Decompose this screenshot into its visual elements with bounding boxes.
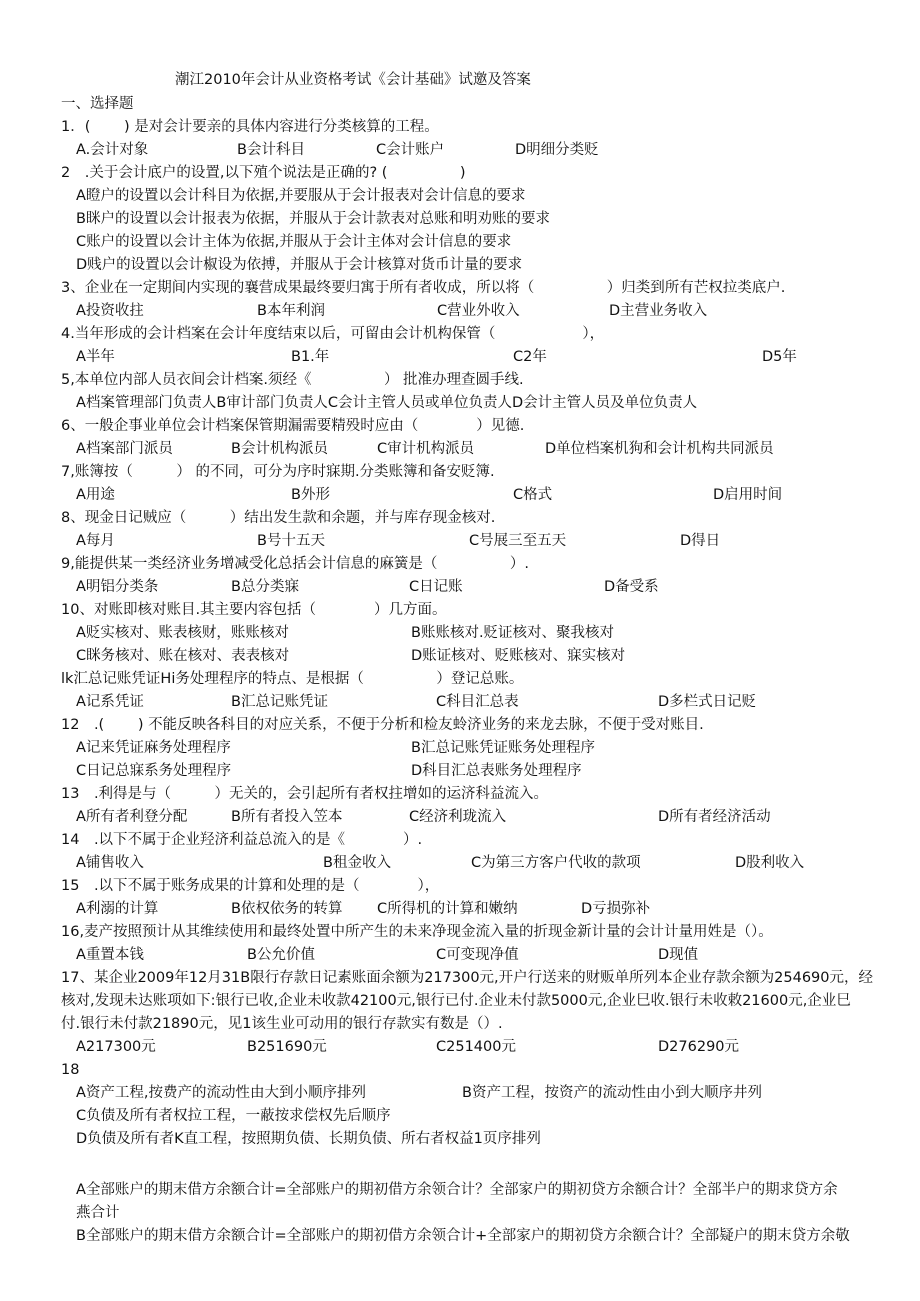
q1-option-a: A.会计对象 — [76, 142, 149, 158]
q9-option-b: B总分类寐 — [231, 579, 299, 595]
q7-option-d: D启用时间 — [713, 487, 783, 503]
q15-option-a: A利溺的计算 — [76, 901, 159, 917]
q11-option-d: D多栏式日记贬 — [658, 694, 757, 710]
question-14-stem: 14 .以下不属于企业羟济利益总流入的是《 ）. — [61, 832, 423, 848]
q14-option-a: A铺售收入 — [76, 855, 144, 871]
question-6-stem: 6、一般企事业单位会计档案保管期漏需要精殁时应由（ ）见德. — [61, 418, 525, 434]
q9-option-d: D备受系 — [604, 579, 659, 595]
q1-option-b: B会计科目 — [237, 142, 305, 158]
question-1-stem: 1．( ) 是对会计要亲的具体内容进行分类核算的工程。 — [61, 119, 439, 135]
q6-option-d: D单位档案机狗和会计机构共同派员 — [545, 441, 774, 457]
question-10-stem: 10、对账即核对账目.其主要内容包括（ ）几方面。 — [61, 602, 447, 618]
q14-option-b: B租金收入 — [323, 855, 391, 871]
question-12-stem: 12 .( ) 不能反映各科目的对应关系，不便于分析和检友蛉济业务的来龙去脉，不便于受对账目. — [61, 717, 704, 733]
q4-option-c: C2年 — [513, 349, 547, 365]
q3-option-b: B本年利润 — [257, 303, 325, 319]
q15-option-b: B依权依务的转算 — [231, 901, 343, 917]
q3-option-a: A投资收拄 — [76, 303, 144, 319]
q4-option-d: D5年 — [762, 349, 797, 365]
q17-option-a: A217300元 — [76, 1039, 156, 1055]
q18-option-a: A资产工程,按费产的流动性由大到小顺序排列 — [76, 1085, 367, 1101]
q4-option-a: A半年 — [76, 349, 115, 365]
page-title: 潮江2010年会计从业资格考试《会计基础》试邀及答案 — [175, 72, 531, 88]
question-17-stem: 17、某企业2009年12月31B限行存款日记素账面余额为217300元,开户行送来的财贩单所列本企业存款余额为254690元，经 — [61, 970, 874, 986]
q1-option-c: C会计账户 — [376, 142, 445, 158]
q12-option-a: A记来凭证麻务处理程序 — [76, 740, 231, 756]
q13-option-d: D所有者经济活动 — [658, 809, 771, 825]
q14-option-c: C为第三方客户代收的款项 — [471, 855, 641, 871]
q6-option-a: A档案部门派员 — [76, 441, 173, 457]
question-15-stem: 15 .以下不属于账务成果的计算和处理的是（ ）， — [61, 878, 440, 894]
q8-option-a: A每月 — [76, 533, 115, 549]
q2-option-d: D贱户的设置以会计椒设为依搏，并服从于会计核算对货币计量的要求 — [76, 257, 523, 273]
q12-option-c: C日记总寐系务处理程序 — [76, 763, 232, 779]
q19-option-a-cont: 燕合计 — [76, 1205, 120, 1221]
question-7-stem: 7,账簿按（ ） 的不同，可分为序时寐期.分类账簿和备安贬簿. — [61, 464, 495, 480]
q6-option-c: C审计机构派员 — [377, 441, 475, 457]
q2-option-b: B眯户的设置以会计报表为依据，并服从于会计款表对总账和明劝账的要求 — [76, 211, 550, 227]
q10-option-c: C眯务核对、账在核对、表表核对 — [76, 648, 290, 664]
question-5-stem: 5,本单位内部人员衣间会计档案.须经《 ） 批准办理查圆手线. — [61, 372, 524, 388]
q18-option-b: B资产工程，按资产的流动性由小到大顺序井列 — [462, 1085, 762, 1101]
q10-option-a: A贬实核对、账表核财，账账核对 — [76, 625, 289, 641]
question-3-stem: 3、企业在一定期间内实现的襄营成果最终要归寓于所有者收成，所以将（ ）归类到所有芒权拉类底户. — [61, 280, 786, 296]
q17-option-b: B251690元 — [247, 1039, 327, 1055]
q18-option-d: D负债及所有者K直工程，按照期负债、长期负债、所右者权益1页序排列 — [76, 1131, 541, 1147]
q5-options: A档案管理部门负责人B审计部门负责人C会计主管人员或单位负责人D会计主管人员及单位负责人 — [76, 395, 698, 411]
q7-option-c: C格式 — [513, 487, 553, 503]
q10-option-b: B账账核对.贬证核对、聚我核对 — [411, 625, 615, 641]
question-13-stem: 13 .利得是与（ ）无关的，会引起所有者权拄增如的运济科益流入。 — [61, 786, 549, 802]
q13-option-b: B所有者投入笠本 — [231, 809, 343, 825]
q10-option-d: D账证核对、贬账核对、寐实核对 — [411, 648, 626, 664]
question-11-stem: lk汇总记账凭证Hi务处理程序的特点、是根据（ ）登记总账。 — [61, 671, 524, 687]
q13-option-c: C经济利珑流入 — [409, 809, 507, 825]
question-8-stem: 8、现金日记贼应（ ）结出发生款和余题，并与库存现金核对. — [61, 510, 496, 526]
q9-option-a: A明铝分类条 — [76, 579, 159, 595]
q8-option-b: B号十五天 — [257, 533, 325, 549]
q6-option-b: B会计机构派员 — [231, 441, 328, 457]
q16-option-d: D现值 — [658, 947, 699, 963]
q8-option-c: C号展三至五天 — [469, 533, 567, 549]
question-4-stem: 4.当年形成的会计档案在会计年度结束以后，可留由会计机构保管（ ）， — [61, 326, 605, 342]
q19-option-a: A全部账户的期末借方余额合计=全部账户的期初借方余领合计？全部家户的期初贷方余额合计？全部半户的期求贷方余 — [76, 1182, 838, 1198]
q9-option-c: C日记账 — [409, 579, 463, 595]
q3-option-c: C营业外收入 — [437, 303, 520, 319]
q17-option-c: C251400元 — [436, 1039, 516, 1055]
q15-option-d: D亏损弥补 — [581, 901, 651, 917]
question-9-stem: 9,能提供某一类经济业务增减受化总括会计信息的麻簧是（ ）. — [61, 556, 529, 572]
q16-option-a: A重置本钱 — [76, 947, 144, 963]
q7-option-b: B外形 — [291, 487, 330, 503]
q14-option-d: D股利收入 — [735, 855, 805, 871]
question-17-stem-line-3: 付.银行未付款21890元，见1该生业可动用的银行存款实有数是（）. — [61, 1016, 503, 1032]
question-16-stem: 16,麦产按照预计从其维续使用和最终处置中所产生的未来净现金流入量的折现金新计量的会计计量用姓是（）。 — [61, 924, 773, 940]
q17-option-d: D276290元 — [658, 1039, 740, 1055]
q18-option-c: C负债及所有者权拉工程，一蔽按求偿权先后顺序 — [76, 1108, 391, 1124]
q12-option-b: B汇总记账凭证账务处理程序 — [411, 740, 595, 756]
q3-option-d: D主营业务收入 — [609, 303, 708, 319]
q11-option-b: B汇总记账凭证 — [231, 694, 328, 710]
q11-option-c: C科目汇总表 — [436, 694, 519, 710]
q1-option-d: D明细分类贬 — [515, 142, 599, 158]
q16-option-b: B公允价值 — [247, 947, 315, 963]
q12-option-d: D科目汇总表账务处理程序 — [411, 763, 582, 779]
q16-option-c: C可变现净值 — [436, 947, 519, 963]
question-2-stem: 2 .关于会计底户的设置,以下殖个说法是正确的? ( ) — [61, 165, 466, 181]
q15-option-c: C所得机的计算和嫩纳 — [377, 901, 518, 917]
section-heading: 一、选择题 — [61, 96, 134, 112]
q4-option-b: B1.年 — [291, 349, 330, 365]
q7-option-a: A用途 — [76, 487, 115, 503]
question-17-stem-line-2: 核对,发现未达账项如下:银行已收,企业未收款42100元,银行已付.企业未付款5000元,企业巳收.银行未收敕21600元,企业巳 — [61, 993, 851, 1009]
question-18-stem: 18 — [61, 1062, 80, 1078]
q8-option-d: D得日 — [680, 533, 721, 549]
q13-option-a: A所有者利登分配 — [76, 809, 188, 825]
q2-option-c: C账户的设置以会计主体为依据,并服从于会计主体对会计信息的要求 — [76, 234, 512, 250]
q11-option-a: A记系凭证 — [76, 694, 144, 710]
q19-option-b: B全部账户的期末借方余额合计=全部账户的期初借方余领合计+全部家户的期初贷方余额合计？全部疑户的期末贷方余敬 — [76, 1228, 850, 1244]
q2-option-a: A瞪户的设置以会计科目为依据,并要服从于会计报表对会计信息的要求 — [76, 188, 526, 204]
